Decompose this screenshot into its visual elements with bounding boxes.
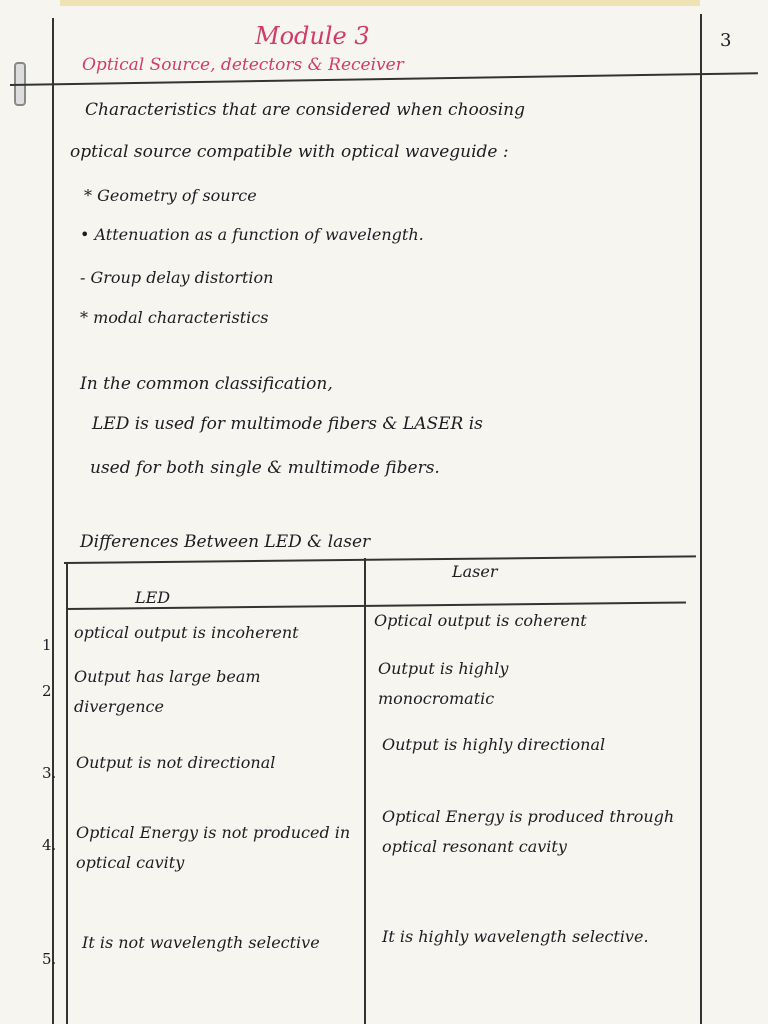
paper-top-edge bbox=[60, 0, 700, 6]
classification-line-2: LED is used for multimode fibers & LASER is bbox=[92, 414, 483, 434]
table-top-rule bbox=[64, 555, 696, 563]
table-heading: Differences Between LED & laser bbox=[80, 532, 371, 552]
chapter-subtitle: Optical Source, detectors & Receiver bbox=[82, 55, 404, 75]
table-cell-led: optical output is incoherent bbox=[74, 623, 299, 642]
right-margin-line bbox=[700, 14, 702, 1024]
table-cell-laser: It is highly wavelength selective. bbox=[382, 927, 649, 946]
row-number: 3. bbox=[42, 764, 57, 782]
bullet-item: * Geometry of source bbox=[84, 186, 257, 205]
table-divider bbox=[364, 558, 366, 1024]
column-header-laser: Laser bbox=[452, 562, 498, 581]
bullet-item: * modal characteristics bbox=[80, 308, 269, 327]
row-number: 1 bbox=[42, 636, 52, 654]
row-number: 5. bbox=[42, 950, 57, 968]
table-cell-led: It is not wavelength selective bbox=[82, 933, 320, 952]
intro-line-2: optical source compatible with optical waveguide : bbox=[70, 142, 509, 162]
bullet-item: - Group delay distortion bbox=[80, 268, 274, 287]
module-title: Module 3 bbox=[255, 22, 370, 50]
row-number: 2 bbox=[42, 682, 52, 700]
table-cell-laser: Optical Energy is produced through optical resonant cavity bbox=[382, 807, 675, 856]
table-cell-laser: Output is highly directional bbox=[382, 735, 606, 754]
page-number: 3 bbox=[720, 30, 732, 51]
bullet-item: • Attenuation as a function of wavelength. bbox=[80, 225, 424, 244]
classification-line-1: In the common classification, bbox=[80, 374, 333, 394]
row-number: 4. bbox=[42, 836, 57, 854]
table-left-rule bbox=[66, 562, 68, 1024]
table-cell-led: Output is not directional bbox=[76, 753, 276, 772]
table-cell-led: Output has large beam divergence bbox=[74, 667, 261, 716]
column-header-led: LED bbox=[135, 588, 171, 607]
table-cell-laser: Output is highly monocromatic bbox=[378, 659, 509, 708]
classification-line-3: used for both single & multimode fibers. bbox=[90, 458, 440, 478]
left-margin-line bbox=[52, 18, 54, 1024]
table-cell-led: Optical Energy is not produced in optical cavity bbox=[76, 823, 351, 872]
intro-line-1: Characteristics that are considered when choosing bbox=[85, 100, 525, 120]
table-cell-laser: Optical output is coherent bbox=[374, 611, 587, 630]
